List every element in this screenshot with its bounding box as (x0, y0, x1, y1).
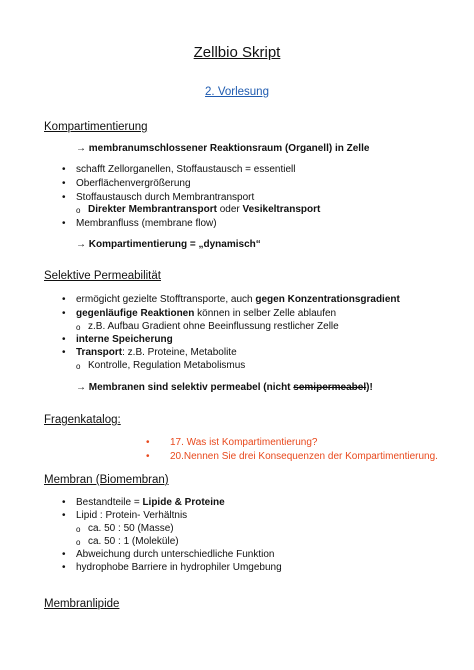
bullet-icon: • (62, 308, 66, 319)
list-item: Lipid : Protein- Verhältnis (76, 510, 188, 521)
item-bold-text: gegenläufige Reaktionen (76, 308, 195, 319)
bullet-icon: • (62, 334, 66, 345)
list-item (76, 347, 237, 359)
bullet-icon: • (62, 178, 66, 189)
bullet-icon: • (62, 549, 66, 560)
item-bold-text: Transport (76, 347, 123, 358)
item-bold-text: gegen Konzentrationsgradient (255, 294, 400, 305)
circle-bullet-icon: o (76, 525, 81, 534)
item-text: ermögicht gezielte Stofftransporte, auch (76, 294, 256, 305)
page-subtitle: 2. Vorlesung (205, 86, 269, 98)
section-heading-membran: Membran (Biomembran) (44, 474, 169, 486)
bullet-icon: • (146, 437, 150, 448)
bullet-icon: • (62, 497, 66, 508)
item-text: : z.B. Proteine, Metabolite (122, 347, 237, 358)
list-subitem: ca. 50 : 1 (Moleküle) (88, 536, 179, 547)
question-item: 20.Nennen Sie drei Konsequenzen der Kompartimentierung. (170, 451, 438, 462)
list-subitem (88, 204, 320, 216)
item-text: können in selber Zelle ablaufen (194, 308, 337, 319)
section-heading-permeabilitaet: Selektive Permeabilität (44, 270, 161, 282)
item-bold-text: Lipide & Proteine (142, 497, 225, 508)
subitem-bold-2: Vesikeltransport (242, 204, 321, 215)
circle-bullet-icon: o (76, 362, 81, 371)
bullet-icon: • (62, 218, 66, 229)
subitem-connector: oder (216, 204, 243, 215)
list-subitem: Kontrolle, Regulation Metabolismus (88, 360, 246, 371)
bullet-icon: • (62, 562, 66, 573)
list-item: interne Speicherung (76, 334, 173, 345)
item-text: Bestandteile = (76, 497, 143, 508)
strikethrough-text: semipermeabel (293, 382, 367, 393)
list-subitem: ca. 50 : 50 (Masse) (88, 523, 174, 534)
list-item (76, 294, 400, 306)
section-heading-fragen: Fragenkatalog: (44, 414, 121, 426)
bullet-icon: • (62, 192, 66, 203)
list-item: Stoffaustausch durch Membrantransport (76, 192, 255, 203)
circle-bullet-icon: o (76, 323, 81, 332)
subitem-bold-1: Direkter Membrantransport (88, 204, 217, 215)
permeabilitaet-conclusion (76, 382, 373, 394)
bullet-icon: • (62, 347, 66, 358)
bullet-icon: • (146, 451, 150, 462)
list-item (76, 308, 336, 320)
list-item: Abweichung durch unterschiedliche Funktion (76, 549, 275, 560)
kompartimentierung-arrow-line: → membranumschlossener Reaktionsraum (Organell) in Zelle (76, 143, 370, 154)
bullet-icon: • (62, 510, 66, 521)
list-item: Oberflächenvergrößerung (76, 178, 191, 189)
list-item: Membranfluss (membrane flow) (76, 218, 217, 229)
conclusion-end: )! (366, 382, 373, 393)
circle-bullet-icon: o (76, 538, 81, 547)
page-title: Zellbio Skript (193, 44, 281, 61)
section-heading-kompartimentierung: Kompartimentierung (44, 121, 148, 133)
list-subitem: z.B. Aufbau Gradient ohne Beeinflussung restlicher Zelle (88, 321, 339, 332)
question-item: 17. Was ist Kompartimentierung? (170, 437, 318, 448)
kompartimentierung-conclusion: → Kompartimentierung = „dynamisch“ (76, 239, 261, 250)
list-item: schafft Zellorganellen, Stoffaustausch = essentiell (76, 164, 296, 175)
section-heading-membranlipide: Membranlipide (44, 598, 120, 610)
list-item: hydrophobe Barriere in hydrophiler Umgebung (76, 562, 282, 573)
conclusion-text: → Membranen sind selektiv permeabel (nicht (76, 382, 294, 393)
circle-bullet-icon: o (76, 206, 81, 215)
bullet-icon: • (62, 164, 66, 175)
list-item (76, 497, 225, 509)
bullet-icon: • (62, 294, 66, 305)
